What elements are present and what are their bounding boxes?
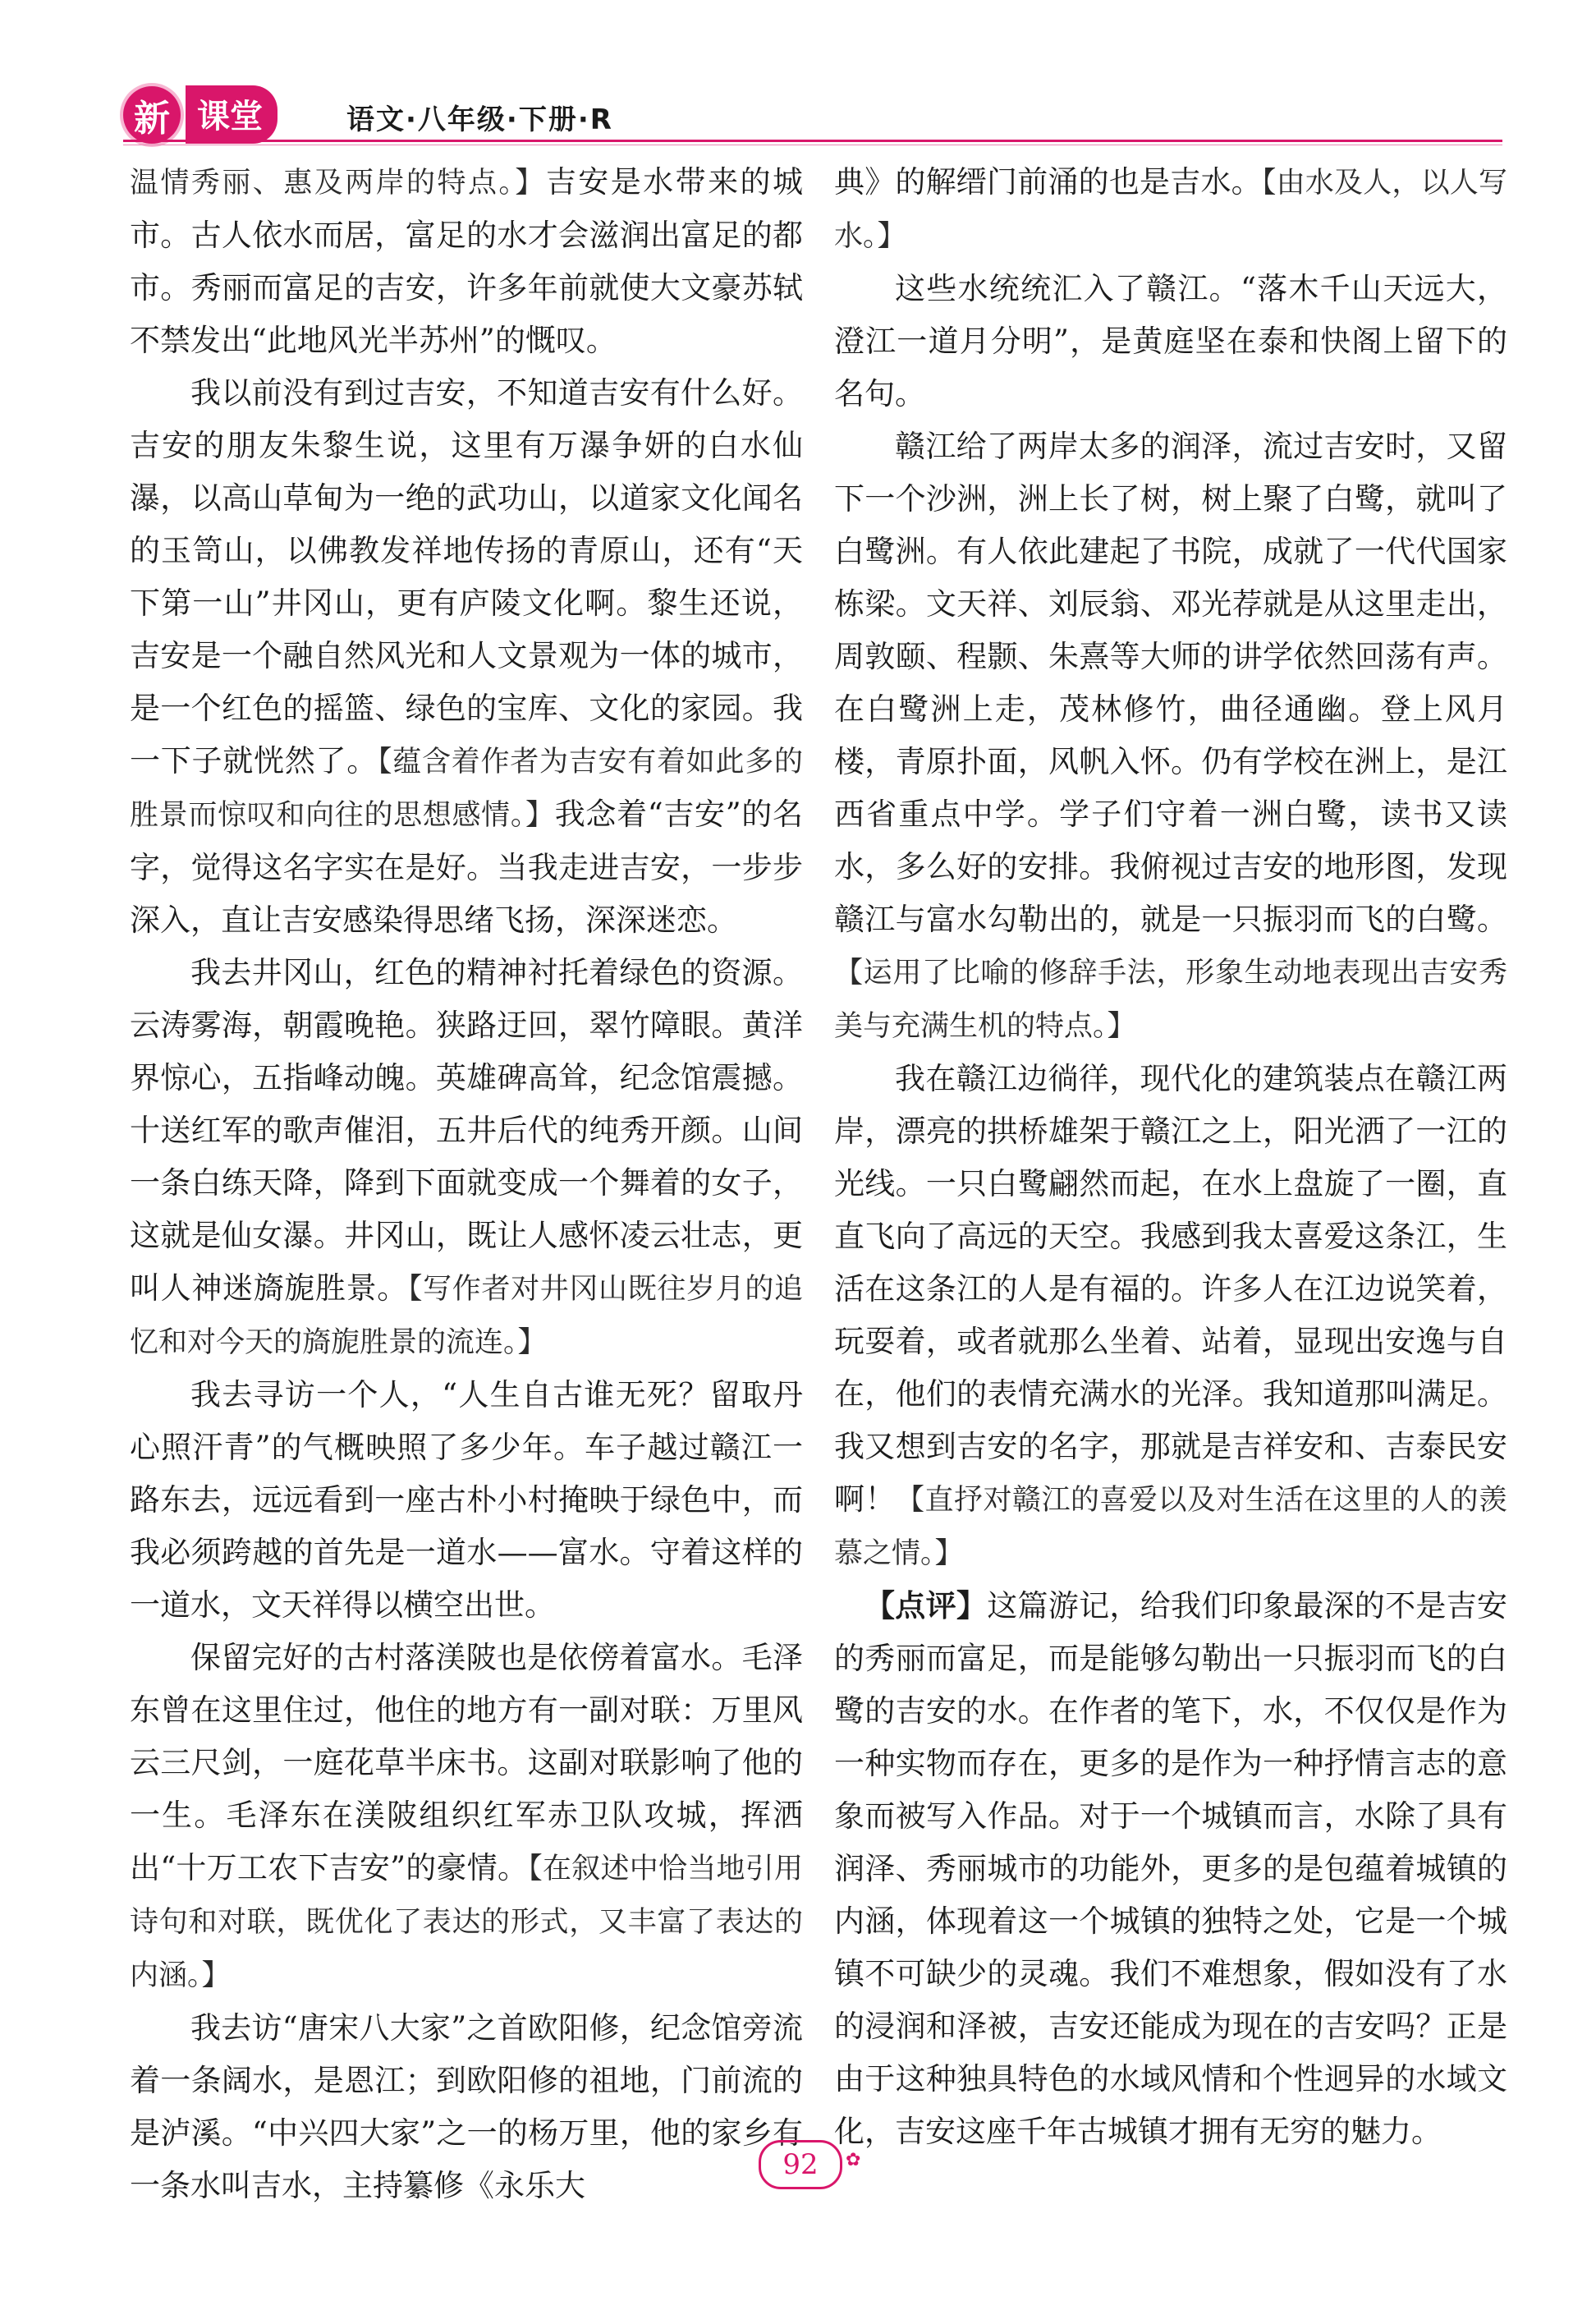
annotation: 【写作者对井冈山既往岁月的追忆和对今天的旖旎胜景的流连。】 [130,1273,803,1359]
paragraph-text: 赣江给了两岸太多的润泽，流过吉安时，又留下一个沙洲，洲上长了树，树上聚了白鹭，就叫了白鹭洲。有人依此建起了书院，成就了一代代国家栋梁。文天祥、刘辰翁、邓光荐就是从这里走出，周敦颐、程颢、朱熹等大师的讲学依然回荡有声。在白鹭洲上走，茂林修竹，曲径通幽。登上风月楼，青原扑面，风帆入怀。仍有学校在洲上，是江西省重点中学。学子们守着一洲白鹭，读书又读水，多么好的安排。我俯视过吉安的地形图，发现赣江与富水勾勒出的，就是一只振羽而飞的白鹭。 [834,429,1507,937]
book-title: 语文·八年级·下册·R [346,103,613,136]
right-column [834,156,1507,2158]
right-paragraph-2 [834,263,1507,420]
logo-new-badge: 新 [123,86,181,144]
review-text: 这篇游记，给我们印象最深的不是吉安的秀丽而富足，而是能够勾勒出一只振羽而飞的白鹭的吉安的水。在作者的笔下，水，不仅仅是作为一种实物而存在，更多的是作为一种抒情言志的意象而被写入作品。对于一个城镇而言，水除了具有润泽、秀丽城市的功能外，更多的是包蕴着城镇的内涵，体现着这一个城镇的独特之处，它是一个城镇不可缺少的灵魂。我们不难想象，假如没有了水的浸润和泽被，吉安还能成为现在的吉安吗？正是由于这种独具特色的水域风情和个性迥异的水域文化，吉安这座千年古城镇才拥有无穷的魅力。 [834,1588,1508,2149]
paragraph-text: 我念着“吉安”的名字，觉得这名字实在是好。当我走进吉安，一步步深入，直让吉安感染得思绪飞扬，深深迷恋。 [130,797,803,938]
paragraph-text: 我去寻访一个人，“人生自古谁无死？留取丹心照汗青”的气概映照了多少年。车子越过赣江一路东去，远远看到一座古朴小村掩映于绿色中，而我必须跨越的首先是一道水——富水。守着这样的一道水，文天祥得以横空出世。 [130,1377,803,1623]
brand-logo [123,85,277,144]
right-paragraph-4 [834,1053,1507,1580]
left-paragraph-2 [130,367,803,947]
page-header [123,85,1502,143]
logo-ketang: 课堂 [186,85,277,144]
annotation: 【在叙述中恰当地引用诗句和对联，既优化了表达的形式，又丰富了表达的内涵。】 [130,1853,803,1992]
left-paragraph-5 [130,1632,803,2002]
flower-icon: ✿ [846,2150,861,2170]
paragraph-text: 吉安是水带来的城市。古人依水而居，富足的水才会滋润出富足的都市。秀丽而富足的吉安，许多年前就使大文豪苏轼不禁发出“此地风光半苏州”的慨叹。 [130,164,803,358]
left-column [130,156,803,2212]
paragraph-text: 我去访“唐宋八大家”之首欧阳修，纪念馆旁流着一条阔水，是恩江；到欧阳修的祖地，门前流的是泸溪。“中兴四大家”之一的杨万里，他的家乡有一条水叫吉水，主持纂修《永乐大 [130,2010,803,2203]
annotation: 温情秀丽、惠及两岸的特点。 [130,167,516,200]
annotation: 【运用了比喻的修辞手法，形象生动地表现出吉安秀美与充满生机的特点。】 [834,957,1507,1043]
review-label: 【点评】 [864,1588,988,1623]
header-divider [123,140,1502,142]
paragraph-text: 我以前没有到过吉安，不知道吉安有什么好。吉安的朋友朱黎生说，这里有万瀑争妍的白水仙瀑，以高山草甸为一绝的武功山，以道家文化闻名的玉笥山，以佛教发祥地传扬的青原山，还有“天下第一山”井冈山，更有庐陵文化啊。黎生还说，吉安是一个融自然风光和人文景观为一体的城市，是一个红色的摇篮、绿色的宝库、文化的家园。我一下子就恍然了。 [130,375,803,778]
page-number: 92 [759,2140,842,2189]
review-paragraph [834,1580,1507,2158]
left-paragraph-6 [130,2002,803,2212]
left-paragraph-4 [130,1369,803,1632]
left-paragraph-1 [130,156,803,367]
right-paragraph-1 [834,156,1507,263]
left-paragraph-3 [130,947,803,1369]
paragraph-text: 这些水统统汇入了赣江。“落木千山天远大，澄江一道月分明”，是黄庭坚在泰和快阁上留下的名句。 [834,271,1507,411]
annotation: 【直抒对赣江的喜爱以及对生活在这里的人的羡慕之情。】 [834,1484,1507,1570]
annotation: 【蕴含着作者为吉安有着如此多的胜景而惊叹和向往的思想感情。】 [130,746,803,832]
annotation-close: 】 [515,167,546,200]
paragraph-text: 保留完好的古村落渼陂也是依傍着富水。毛泽东曾在这里住过，他住的地方有一副对联：万里风云三尺剑，一庭花草半床书。这副对联影响了他的一生。毛泽东在渼陂组织红军赤卫队攻城，挥洒出“十万工农下吉安”的豪情。 [130,1640,803,1885]
right-paragraph-3 [834,420,1507,1053]
annotation: 【由水及人，以人写水。】 [834,167,1507,253]
paragraph-text: 我去井冈山，红色的精神衬托着绿色的资源。云涛雾海，朝霞晚艳。狭路迂回，翠竹障眼。黄洋界惊心，五指峰动魄。英雄碑高耸，纪念馆震撼。十送红军的歌声催泪，五井后代的纯秀开颜。山间一条白练天降，降到下面就变成一个舞着的女子，这就是仙女瀑。井冈山，既让人感怀凌云壮志，更叫人神迷旖旎胜景。 [130,955,803,1306]
paragraph-text: 我在赣江边徜徉，现代化的建筑装点在赣江两岸，漂亮的拱桥雄架于赣江之上，阳光洒了一江的光线。一只白鹭翩然而起，在水上盘旋了一圈，直直飞向了高远的天空。我感到我太喜爱这条江，生活在这条江的人是有福的。许多人在江边说笑着，玩耍着，或者就那么坐着、站着，显现出安逸与自在，他们的表情充满水的光泽。我知道那叫满足。我又想到吉安的名字，那就是吉祥安和、吉泰民安啊！ [834,1061,1507,1517]
paragraph-text: 典》的解缙门前涌的也是吉水。 [834,164,1262,200]
